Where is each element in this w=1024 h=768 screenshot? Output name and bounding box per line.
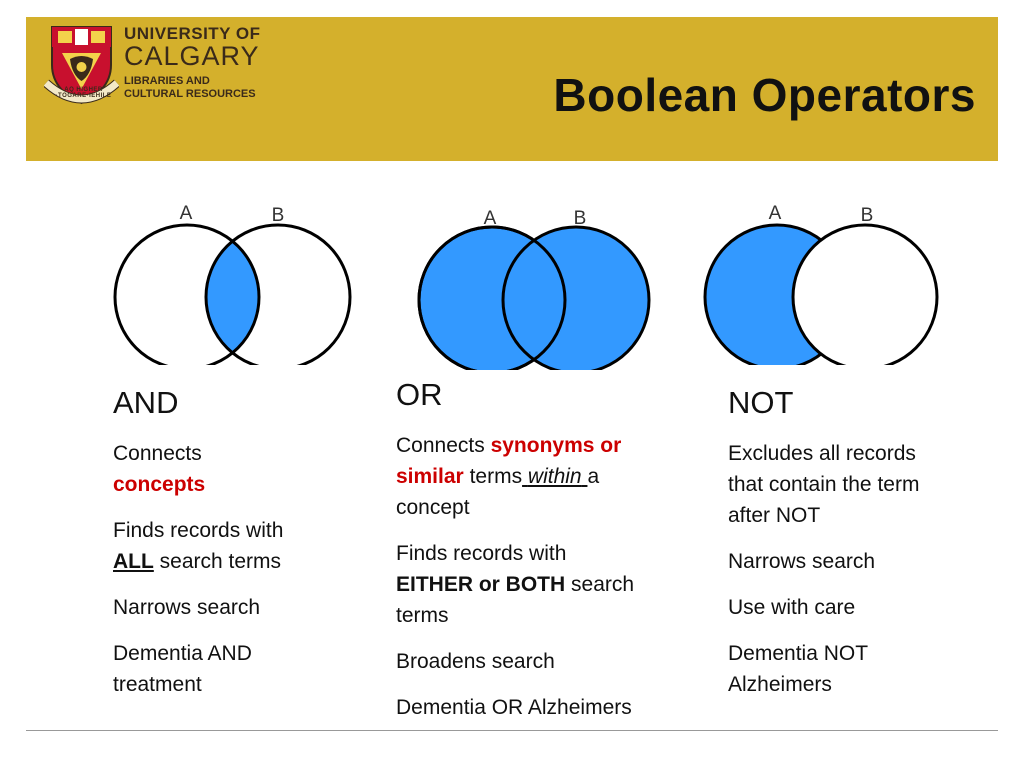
not-circle-b (793, 225, 937, 365)
or-finds-records: Finds records with EITHER or BOTH search terms (396, 542, 635, 627)
logo-calgary: CALGARY (124, 41, 260, 71)
not-narrows: Narrows search (728, 550, 876, 573)
university-logo[interactable] (44, 23, 274, 113)
logo-university-of: UNIVERSITY OF (124, 24, 261, 43)
not-venn-diagram (695, 195, 950, 365)
and-label-b: B (271, 205, 285, 226)
or-broadens: Broadens search (396, 650, 555, 673)
logo-motto: AQ HIGHER ·TOGARE·IEHILE (55, 87, 112, 99)
and-heading: AND (113, 385, 179, 420)
not-column (728, 387, 988, 715)
or-heading: OR (396, 377, 443, 412)
or-column (396, 379, 696, 738)
and-narrows: Narrows search (113, 596, 261, 619)
not-example: Dementia NOT Alzheimers (728, 642, 869, 696)
and-label-a: A (179, 203, 193, 224)
header-banner (26, 17, 998, 161)
not-label-a: A (768, 203, 782, 224)
or-circle-b (503, 227, 649, 370)
footer-divider (26, 730, 998, 731)
and-column (113, 387, 353, 715)
not-description: Excludes all records that contain the term after NOT (728, 442, 920, 527)
not-heading: NOT (728, 385, 794, 420)
page-title: Boolean Operators (553, 69, 976, 121)
not-label-b: B (860, 205, 874, 226)
or-description: Connects synonyms or similar terms within a concept (396, 434, 622, 519)
and-example: Dementia AND treatment (113, 642, 252, 696)
or-label-b: B (573, 208, 587, 229)
not-use-with-care: Use with care (728, 596, 856, 619)
or-venn-diagram (408, 198, 663, 370)
and-finds-records: Finds records with ALL search terms (113, 519, 284, 573)
or-example: Dementia OR Alzheimers (396, 696, 632, 719)
or-label-a: A (483, 208, 497, 229)
logo-libraries: LIBRARIES AND CULTURAL RESOURCES (124, 75, 256, 100)
and-venn-diagram (108, 195, 358, 365)
and-description: Connects concepts (113, 442, 206, 496)
